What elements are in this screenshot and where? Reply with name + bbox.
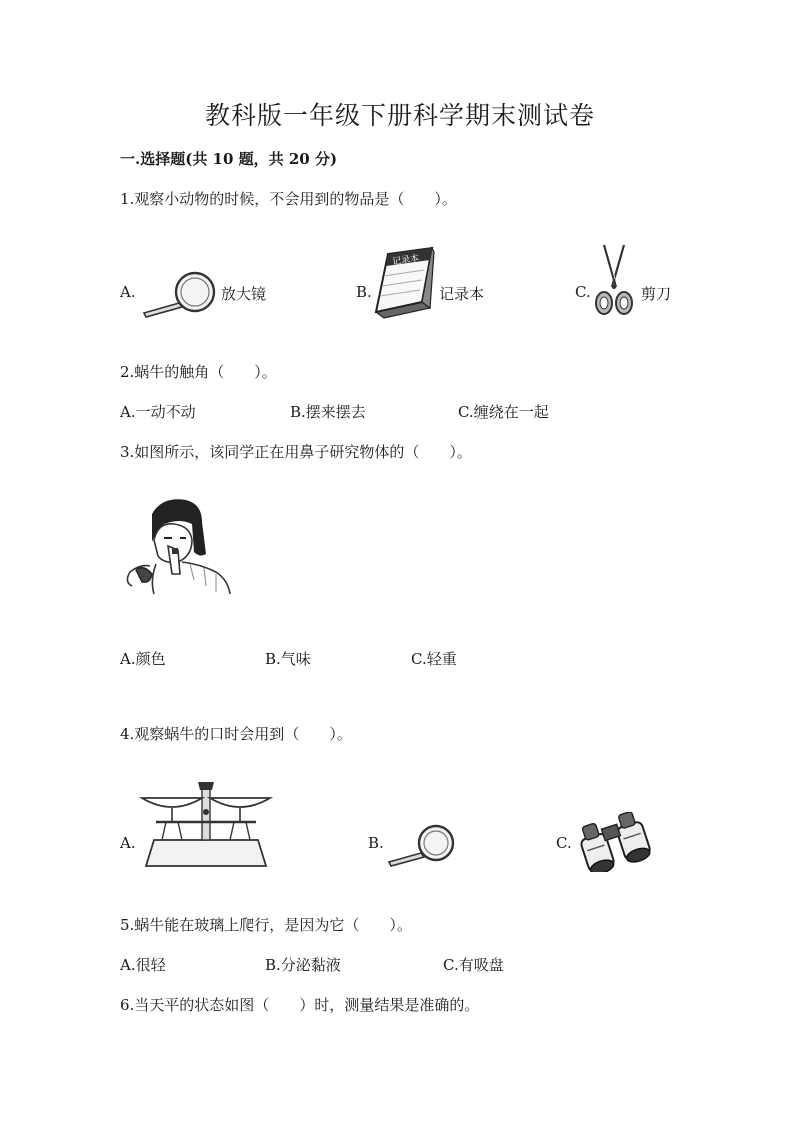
question-1-stem: 1.观察小动物的时候，不会用到的物品是（ ）。 [120,190,457,208]
balance-scale-icon [138,778,274,870]
question-6-stem: 6.当天平的状态如图（ ）时，测量结果是准确的。 [120,996,480,1014]
q1-option-c-text: 剪刀 [641,285,672,303]
q4-option-b-letter: B. [368,834,384,852]
q1-option-c-letter: C. [575,283,591,301]
q5-option-c: C.有吸盘 [443,956,504,974]
binoculars-icon [572,812,656,872]
q3-option-a: A.颜色 [120,650,166,668]
q2-option-b: B.摆来摆去 [290,403,366,421]
q3-option-c: C.轻重 [411,650,457,668]
question-2-stem: 2.蜗牛的触角（ ）。 [120,363,277,381]
q1-option-b-text: 记录本 [439,285,485,303]
q4-option-a-letter: A. [120,834,136,852]
girl-smelling-object-illustration [120,494,232,596]
question-4-stem: 4.观察蜗牛的口时会用到（ ）。 [120,725,352,743]
q3-option-b: B.气味 [265,650,311,668]
q1-option-a-text: 放大镜 [221,285,267,303]
question-3-stem: 3.如图所示，该同学正在用鼻子研究物体的（ ）。 [120,443,472,461]
q2-option-a: A.一动不动 [120,403,196,421]
notebook-cover-text: 记录本 [391,253,420,268]
question-5-stem: 5.蜗牛能在玻璃上爬行，是因为它（ ）。 [120,916,412,934]
q5-option-a: A.很轻 [120,956,166,974]
section-heading: 一.选择题(共 10 题，共 20 分) [120,150,338,168]
magnifying-glass-icon [384,823,458,867]
magnifying-glass-icon [138,270,220,318]
q4-option-c-letter: C. [556,834,572,852]
q1-option-a-letter: A. [120,283,136,301]
scissors-icon [590,243,638,319]
q1-option-b-letter: B. [356,283,372,301]
notebook-icon [370,246,436,320]
q2-option-c: C.缠绕在一起 [458,403,549,421]
page-title: 教科版一年级下册科学期末测试卷 [204,101,595,130]
q5-option-b: B.分泌黏液 [265,956,341,974]
